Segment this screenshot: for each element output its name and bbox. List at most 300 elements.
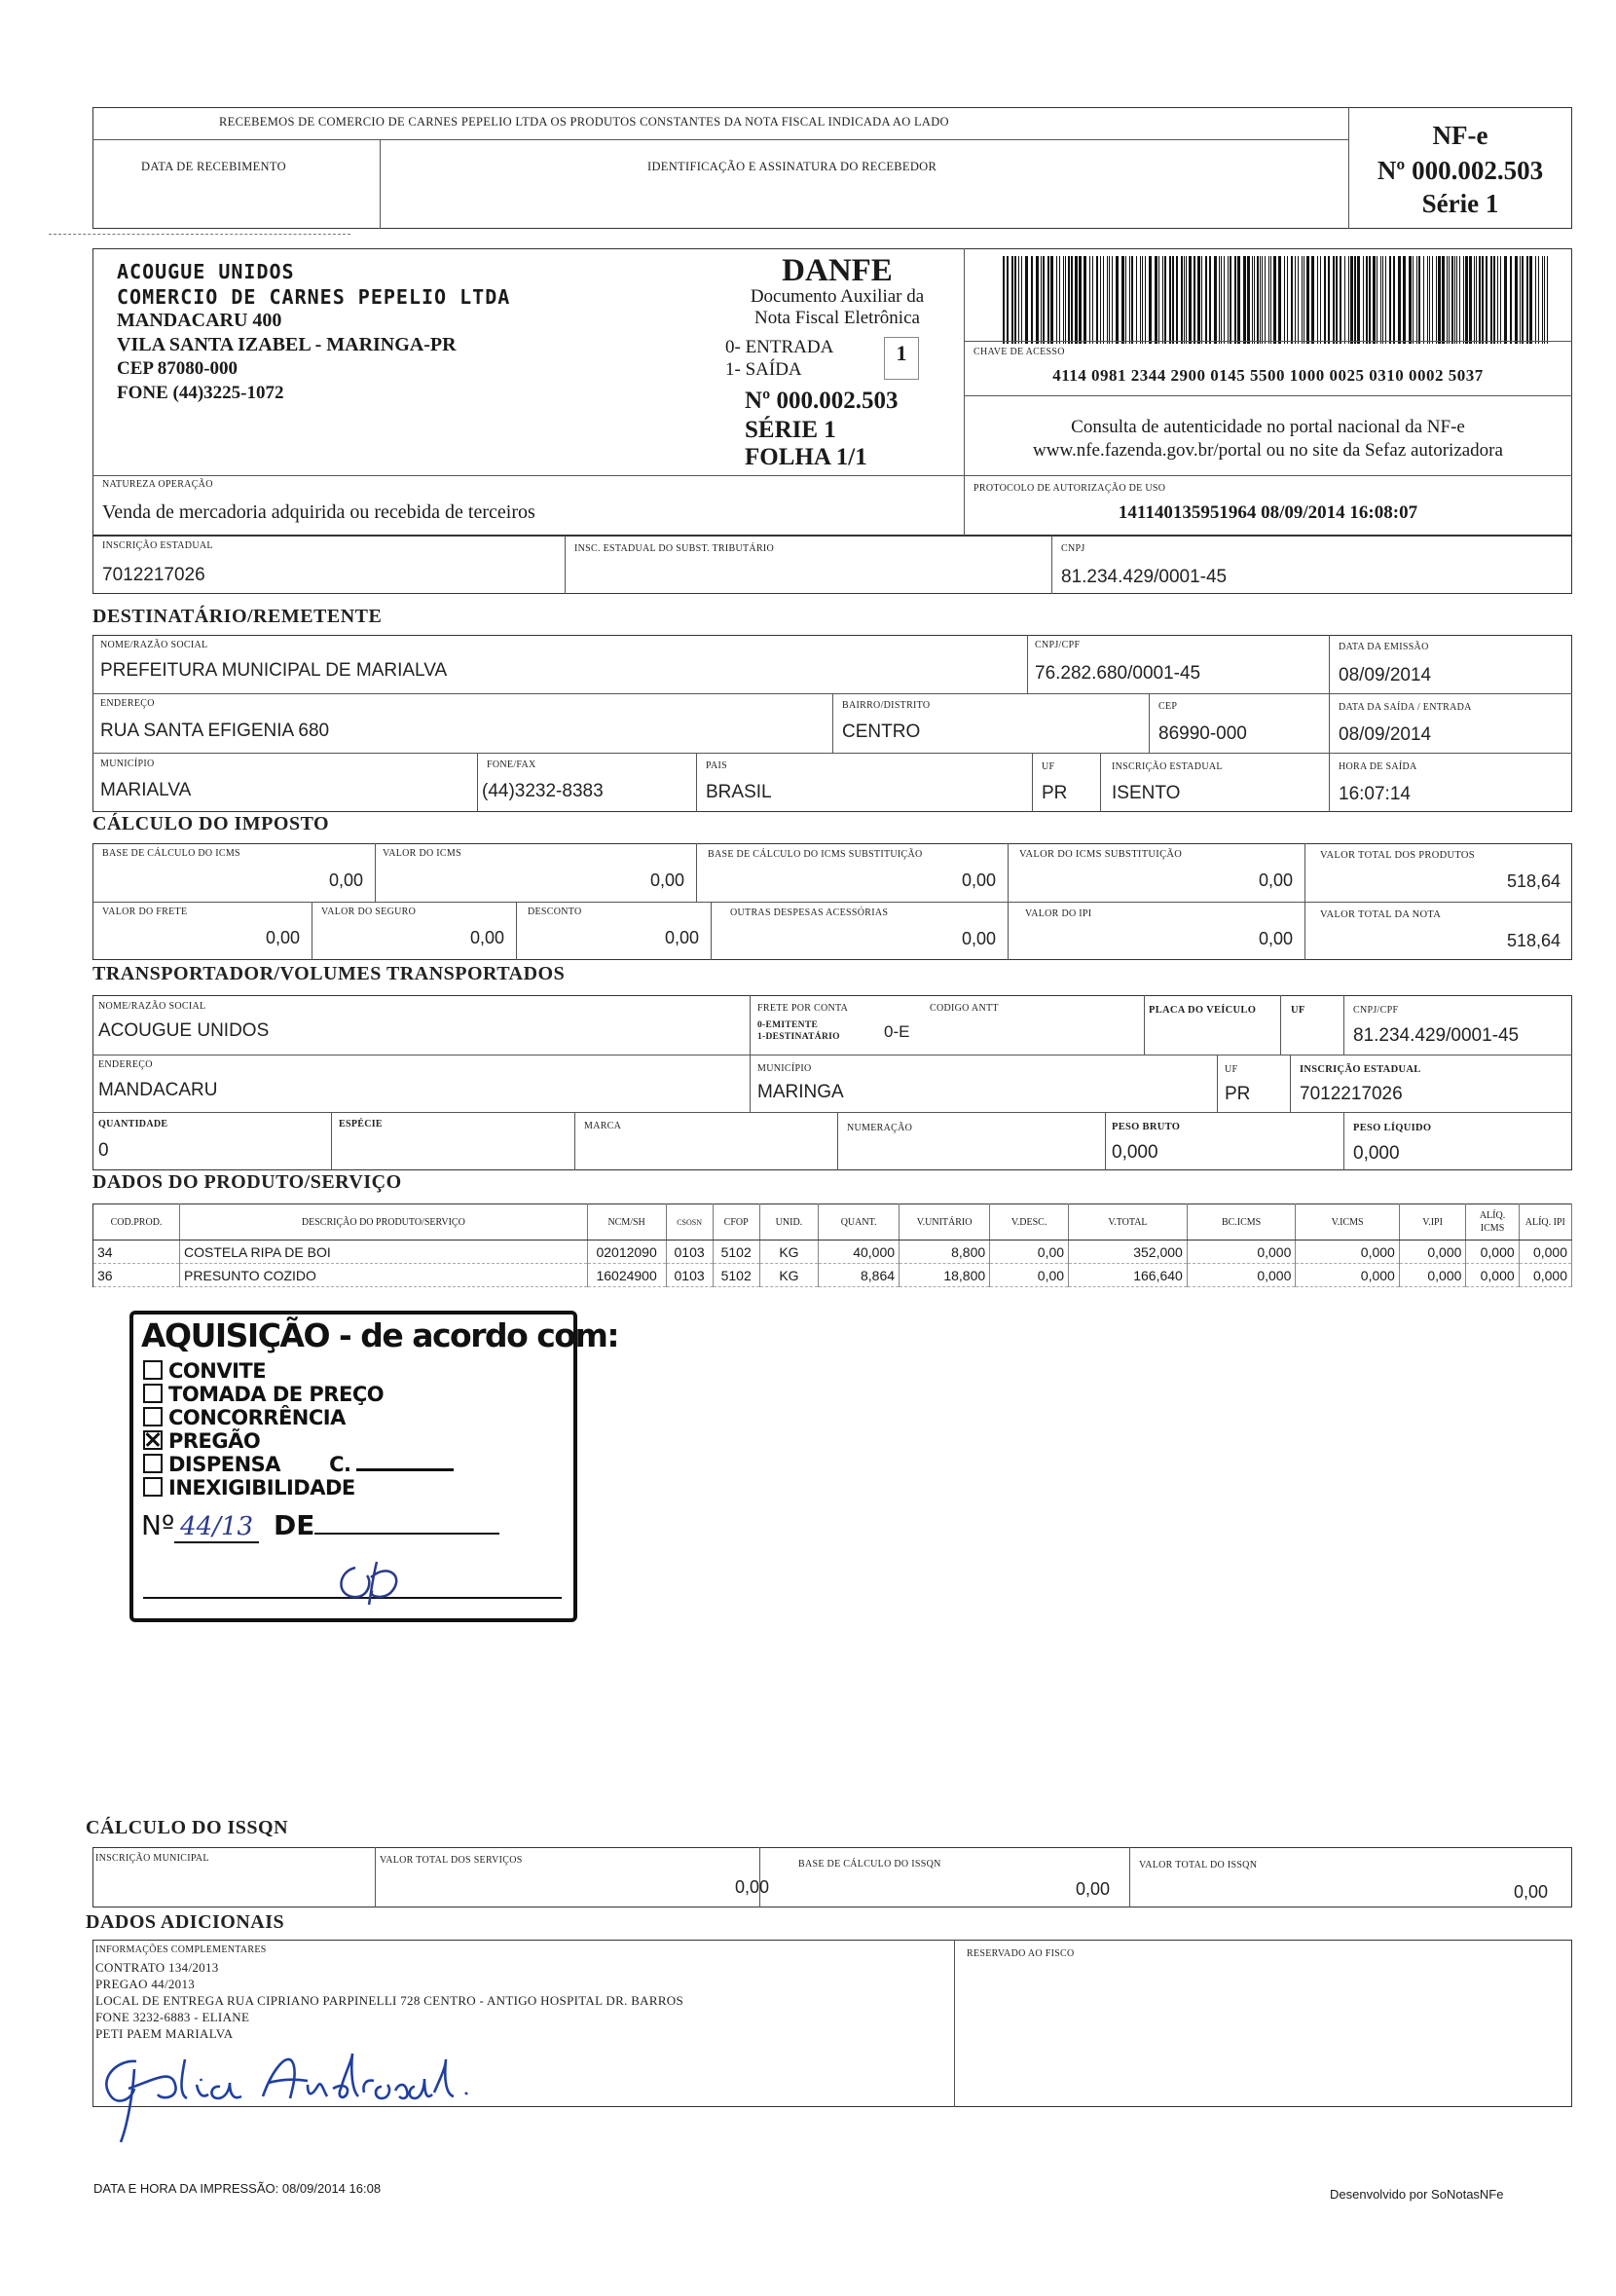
checkbox-icon — [143, 1477, 163, 1497]
barcode-bar — [1403, 256, 1406, 344]
canhoto-nfe-number: Nº 000.002.503 — [1377, 156, 1544, 185]
cell-vunit: 18,800 — [900, 1264, 990, 1287]
barcode-bar — [1041, 256, 1042, 344]
barcode-bar — [1164, 256, 1166, 344]
barcode-bar — [1336, 256, 1338, 344]
barcode-bar — [1510, 256, 1512, 344]
dest-col-bairro — [832, 693, 833, 753]
transp-col-uf — [1280, 995, 1281, 1055]
checkbox-icon — [143, 1384, 163, 1403]
dest-saida-value: 08/09/2014 — [1339, 724, 1432, 745]
transp-municipio-label: MUNICÍPIO — [757, 1063, 812, 1074]
barcode-bar — [1265, 256, 1266, 344]
col-desc: DESCRIÇÃO DO PRODUTO/SERVIÇO — [180, 1204, 588, 1241]
ie-st-label: INSC. ESTADUAL DO SUBST. TRIBUTÁRIO — [574, 543, 775, 554]
imposto-frete-value: 0,00 — [265, 928, 300, 947]
dest-bairro-label: BAIRRO/DISTRITO — [842, 700, 931, 711]
issqn-col1 — [375, 1847, 376, 1907]
barcode-bar — [1270, 256, 1271, 344]
ie-value: 7012217026 — [102, 565, 205, 585]
stamp-option-label: PREGÃO — [168, 1429, 261, 1453]
canhoto-row-line — [92, 139, 1348, 140]
emitente-district: VILA SANTA IZABEL - MARINGA-PR — [117, 334, 457, 355]
col-aliq-icms: ALÍQ. ICMS — [1466, 1204, 1519, 1241]
cell-aliq-icms: 0,000 — [1466, 1264, 1519, 1287]
barcode-bar — [1500, 256, 1501, 344]
barcode-bar — [1140, 256, 1141, 344]
imposto-title: CÁLCULO DO IMPOSTO — [92, 813, 330, 834]
barcode-bar — [1103, 256, 1104, 344]
handwritten-signature-icon — [78, 2040, 487, 2147]
transp-uf-label: UF — [1291, 1005, 1305, 1016]
barcode-bar — [1065, 256, 1066, 344]
info-line-4: FONE 3232-6883 - ELIANE — [95, 2010, 250, 2024]
barcode-bar — [1109, 256, 1110, 344]
transp-col-ie — [1290, 1055, 1291, 1112]
dest-cnpj-label: CNPJ/CPF — [1035, 640, 1081, 650]
barcode-bar — [1354, 256, 1356, 344]
transp-uf2-value: PR — [1225, 1084, 1251, 1104]
cell-unid: KG — [759, 1241, 818, 1264]
print-datetime: DATA E HORA DA IMPRESSÃO: 08/09/2014 16:08 — [93, 2181, 382, 2196]
barcode-bar — [1366, 256, 1368, 344]
checkbox-icon — [143, 1407, 163, 1426]
imposto-total-produtos — [1304, 843, 1572, 902]
barcode-bar — [1059, 256, 1060, 344]
transp-col-numeracao — [837, 1112, 838, 1170]
stamp-de-label: DE — [273, 1509, 315, 1541]
dest-col-emissao — [1329, 635, 1330, 812]
table-row — [93, 1264, 1572, 1287]
cnpj-value: 81.234.429/0001-45 — [1061, 567, 1228, 587]
fisco-label: RESERVADO AO FISCO — [967, 1948, 1075, 1959]
imposto-total-nota-label: VALOR TOTAL DA NOTA — [1320, 909, 1442, 920]
col-ncm: NCM/SH — [587, 1204, 666, 1241]
stamp-option-label: DISPENSA — [168, 1453, 281, 1476]
access-key-label: CHAVE DE ACESSO — [973, 347, 1065, 357]
transp-endereco-label: ENDEREÇO — [98, 1059, 153, 1070]
transp-col-liquido — [1343, 1112, 1344, 1170]
cell-desc: COSTELA RIPA DE BOI — [180, 1241, 588, 1264]
barcode-bar — [1089, 256, 1090, 344]
dest-fone-label: FONE/FAX — [487, 759, 536, 770]
barcode-bar — [1083, 256, 1086, 344]
transp-placa-label: PLACA DO VEÍCULO — [1149, 1005, 1257, 1016]
barcode-bar — [1230, 256, 1231, 344]
barcode-bar — [1201, 256, 1202, 344]
barcode-bar — [1520, 256, 1521, 344]
receipt-date-label: DATA DE RECEBIMENTO — [141, 160, 286, 173]
cell-bcicms: 0,000 — [1187, 1264, 1296, 1287]
checkbox-icon — [143, 1360, 163, 1380]
produtos-table — [92, 1204, 1572, 1287]
col-vtotal: V.TOTAL — [1069, 1204, 1188, 1241]
barcode-bar — [1474, 256, 1475, 344]
barcode-bar — [1526, 256, 1528, 344]
cell-desc: PRESUNTO COZIDO — [180, 1264, 588, 1287]
imposto-base-st — [696, 843, 1008, 902]
barcode-bar — [1476, 256, 1477, 344]
barcode-bar — [1317, 256, 1318, 344]
transp-uf2-label: UF — [1225, 1064, 1238, 1075]
dest-endereco-label: ENDEREÇO — [100, 698, 155, 709]
natureza-value: Venda de mercadoria adquirida ou recebida de terceiros — [102, 501, 535, 523]
info-line-3: LOCAL DE ENTREGA RUA CIPRIANO PARPINELLI 728 CENTRO - ANTIGO HOSPITAL DR. BARROS — [95, 1993, 684, 2008]
cell-vdesc: 0,00 — [990, 1264, 1069, 1287]
barcode-bar — [1184, 256, 1185, 344]
protocol-label: PROTOCOLO DE AUTORIZAÇÃO DE USO — [973, 483, 1166, 494]
consulta-line1: Consulta de autenticidade no portal nacional da NF-e — [1071, 417, 1465, 437]
barcode-bar — [1382, 256, 1383, 344]
imposto-total-nota — [1304, 902, 1572, 960]
col-cod: COD.PROD. — [93, 1204, 180, 1241]
transp-marca-label: MARCA — [584, 1121, 622, 1131]
barcode-bar — [1234, 256, 1236, 344]
dest-cep-label: CEP — [1158, 701, 1178, 712]
imposto-base-st-label: BASE DE CÁLCULO DO ICMS SUBSTITUIÇÃO — [708, 849, 923, 860]
emitente-name2: COMERCIO DE CARNES PEPELIO LTDA — [117, 285, 511, 309]
imposto-seguro-label: VALOR DO SEGURO — [321, 907, 417, 917]
cell-vunit: 8,800 — [900, 1241, 990, 1264]
transp-frete-label: FRETE POR CONTA — [757, 1003, 849, 1014]
barcode-bar — [1324, 256, 1326, 344]
stamp-option-label: TOMADA DE PREÇO — [168, 1383, 385, 1406]
col-bcicms: BC.ICMS — [1187, 1204, 1296, 1241]
checked-checkbox-icon — [143, 1430, 163, 1450]
transp-ie-value: 7012217026 — [1300, 1084, 1403, 1104]
cell-aliq-ipi: 0,000 — [1519, 1241, 1571, 1264]
dest-ie-value: ISENTO — [1112, 783, 1181, 803]
barcode-bar — [1515, 256, 1518, 344]
barcode-bar — [1194, 256, 1195, 344]
imposto-base-icms — [92, 843, 375, 902]
barcode-bar — [1071, 256, 1073, 344]
barcode-bar — [1176, 256, 1178, 344]
barcode-bar — [1442, 256, 1445, 344]
issqn-base-label: BASE DE CÁLCULO DO ISSQN — [798, 1859, 941, 1870]
barcode-bar — [1438, 256, 1441, 344]
cell-cod: 34 — [93, 1241, 180, 1264]
barcode-bar — [1357, 256, 1360, 344]
barcode-bar — [1025, 256, 1028, 344]
dest-municipio-label: MUNICÍPIO — [100, 759, 155, 769]
barcode-bar — [1100, 256, 1101, 344]
danfe-entrada: 0- ENTRADA — [725, 337, 834, 357]
dest-saida-label: DATA DA SAÍDA / ENTRADA — [1339, 702, 1472, 713]
stamp-option-tomada — [143, 1383, 454, 1406]
transp-name-label: NOME/RAZÃO SOCIAL — [98, 1001, 206, 1012]
emitente-name1: ACOUGUE UNIDOS — [117, 260, 295, 283]
barcode-bar — [1189, 256, 1192, 344]
info-comp-label: INFORMAÇÕES COMPLEMENTARES — [95, 1944, 267, 1955]
barcode-bar — [1311, 256, 1314, 344]
barcode-bar — [1456, 256, 1457, 344]
stamp-number-line — [141, 1509, 499, 1541]
imposto-valor-st-label: VALOR DO ICMS SUBSTITUIÇÃO — [1019, 849, 1183, 860]
imposto-frete — [92, 902, 312, 960]
barcode-bar — [1418, 256, 1420, 344]
checkbox-icon — [143, 1454, 163, 1473]
imposto-valor-icms — [375, 843, 696, 902]
danfe-number: Nº 000.002.503 — [745, 388, 899, 414]
dest-endereco-value: RUA SANTA EFIGENIA 680 — [100, 721, 330, 741]
barcode-bar — [1497, 256, 1498, 344]
barcode-bar — [1092, 256, 1093, 344]
cell-vicms: 0,000 — [1296, 1264, 1399, 1287]
barcode-bar — [1268, 256, 1269, 344]
canhoto-nfe-label: NF-e — [1432, 121, 1488, 150]
barcode-bar — [1014, 256, 1016, 344]
dest-ie-label: INSCRIÇÃO ESTADUAL — [1112, 761, 1223, 772]
transp-liquido-label: PESO LÍQUIDO — [1353, 1123, 1432, 1133]
barcode-bar — [1021, 256, 1022, 344]
barcode-bar — [1432, 256, 1433, 344]
dest-emissao-value: 08/09/2014 — [1339, 665, 1432, 685]
cell-vtotal: 166,640 — [1069, 1264, 1188, 1287]
stamp-option-pregao — [143, 1429, 454, 1453]
imposto-desconto — [516, 902, 711, 960]
dest-col-ie — [1100, 753, 1101, 812]
barcode-bar — [1181, 256, 1183, 344]
transp-qtd-value: 0 — [98, 1140, 109, 1161]
barcode-bar — [1214, 256, 1217, 344]
imposto-outras-label: OUTRAS DESPESAS ACESSÓRIAS — [730, 907, 889, 918]
produtos-title: DADOS DO PRODUTO/SERVIÇO — [92, 1171, 402, 1193]
barcode-bar — [1018, 256, 1019, 344]
barcode-bar — [1344, 256, 1345, 344]
adicionais-col — [954, 1940, 955, 2107]
stamp-options — [143, 1359, 454, 1500]
barcode-bar — [1469, 256, 1472, 344]
dest-pais-label: PAIS — [706, 760, 727, 771]
dest-col-cnpj — [1027, 635, 1028, 693]
destinatario-title: DESTINATÁRIO/REMETENTE — [92, 606, 383, 627]
barcode-bar — [1075, 256, 1078, 344]
imposto-desconto-value: 0,00 — [664, 928, 699, 947]
barcode-bar — [1463, 256, 1464, 344]
barcode-bar — [1260, 256, 1261, 344]
transp-frete-value: 0-E — [884, 1022, 910, 1041]
barcode-bar — [1298, 256, 1299, 344]
info-line-1: CONTRATO 134/2013 — [95, 1960, 219, 1975]
barcode-bar — [1247, 256, 1250, 344]
barcode-bar — [1068, 256, 1070, 344]
imposto-total-produtos-value: 518,64 — [1506, 871, 1561, 891]
dest-row-line2 — [92, 753, 1572, 754]
developer-credit: Desenvolvido por SoNotasNFe — [1330, 2187, 1504, 2202]
barcode-bar — [1228, 256, 1229, 344]
barcode-bar — [1529, 256, 1532, 344]
barcode-bar — [1262, 256, 1263, 344]
natureza-label: NATUREZA OPERAÇÃO — [102, 479, 213, 490]
transp-bruto-label: PESO BRUTO — [1112, 1122, 1181, 1132]
barcode-bar — [1333, 256, 1335, 344]
barcode-bar — [1047, 256, 1049, 344]
transp-col-marca — [574, 1112, 575, 1170]
stamp-number-prefix: Nº — [141, 1509, 175, 1541]
barcode-bar — [1486, 256, 1487, 344]
barcode-bar — [1043, 256, 1045, 344]
transp-col-uf2 — [1217, 1055, 1218, 1112]
barcode-bar — [1205, 256, 1207, 344]
stamp-option-dispensa — [143, 1453, 454, 1476]
stamp-option-convite — [143, 1359, 454, 1383]
imposto-total-produtos-label: VALOR TOTAL DOS PRODUTOS — [1320, 850, 1475, 861]
transp-antt-label: CODIGO ANTT — [930, 1003, 999, 1014]
col-unid: UNID. — [759, 1204, 818, 1241]
cell-cfop: 5102 — [713, 1241, 759, 1264]
transp-cnpj-label: CNPJ/CPF — [1353, 1005, 1399, 1016]
stamp-title: AQUISIÇÃO - de acordo com: — [141, 1316, 619, 1354]
cell-vipi: 0,000 — [1399, 1241, 1466, 1264]
barcode-bar — [1389, 256, 1391, 344]
dest-uf-value: PR — [1042, 783, 1068, 803]
receipt-text: RECEBEMOS DE COMERCIO DE CARNES PEPELIO LTDA OS PRODUTOS CONSTANTES DA NOTA FISCAL INDICADA AO LADO — [219, 115, 949, 129]
canhoto-col-line — [380, 139, 381, 229]
dest-cep-value: 86990-000 — [1158, 723, 1247, 744]
dest-hora-value: 16:07:14 — [1339, 784, 1411, 804]
barcode-bar — [1350, 256, 1353, 344]
col-vdesc: V.DESC. — [990, 1204, 1069, 1241]
dest-emissao-label: DATA DA EMISSÃO — [1339, 642, 1429, 652]
stamp-signature-icon — [328, 1548, 416, 1607]
issqn-total-value: 0,00 — [1514, 1882, 1549, 1902]
cell-cfop: 5102 — [713, 1264, 759, 1287]
cell-quant: 8,864 — [819, 1264, 900, 1287]
barcode-bar — [1544, 256, 1545, 344]
imposto-valor-st — [1008, 843, 1304, 902]
dest-bairro-value: CENTRO — [842, 722, 921, 742]
barcode-bar — [1436, 256, 1437, 344]
barcode-bar — [1459, 256, 1460, 344]
transportador-title: TRANSPORTADOR/VOLUMES TRANSPORTADOS — [92, 963, 566, 984]
table-row — [93, 1241, 1572, 1264]
barcode-bar — [1451, 256, 1453, 344]
barcode-bar — [1136, 256, 1137, 344]
imposto-valor-st-value: 0,00 — [1258, 870, 1293, 890]
stamp-date-line — [314, 1533, 499, 1535]
cell-csosn: 0103 — [666, 1264, 713, 1287]
imposto-outras-value: 0,00 — [961, 929, 996, 948]
danfe-subtitle1: Documento Auxiliar da — [750, 286, 925, 307]
transp-frete-opt0: 0-EMITENTE — [757, 1020, 819, 1030]
cell-vtotal: 352,000 — [1069, 1241, 1188, 1264]
inscricao-row — [92, 536, 1572, 594]
stamp-dispensa-extra: C. — [329, 1453, 351, 1476]
transp-ie-label: INSCRIÇÃO ESTADUAL — [1300, 1064, 1421, 1075]
barcode-bar — [1079, 256, 1082, 344]
cell-bcicms: 0,000 — [1187, 1241, 1296, 1264]
cell-vipi: 0,000 — [1399, 1264, 1466, 1287]
barcode-bar — [1284, 256, 1285, 344]
barcode-bar — [1003, 256, 1005, 344]
stamp-option-label: INEXIGIBILIDADE — [168, 1476, 355, 1500]
barcode-bar — [1490, 256, 1492, 344]
barcode-bottom-line — [964, 341, 1572, 342]
barcode-bar — [1398, 256, 1401, 344]
barcode-bar — [1447, 256, 1448, 344]
barcode-bar — [1409, 256, 1412, 344]
cell-vicms: 0,000 — [1296, 1241, 1399, 1264]
barcode-bar — [1237, 256, 1240, 344]
barcode-bar — [1197, 256, 1200, 344]
barcode-bar — [1454, 256, 1455, 344]
transp-cnpj-value: 81.234.429/0001-45 — [1353, 1025, 1520, 1046]
barcode-bar — [1385, 256, 1386, 344]
imposto-ipi — [1008, 902, 1304, 960]
emitente-phone: FONE (44)3225-1072 — [117, 383, 284, 403]
barcode-bar — [1380, 256, 1381, 344]
imposto-base-icms-value: 0,00 — [328, 870, 363, 890]
imposto-seguro-value: 0,00 — [469, 928, 504, 947]
transp-frete-opt1: 1-DESTINATÁRIO — [757, 1032, 840, 1042]
danfe-title: DANFE — [782, 253, 893, 288]
emitente-street: MANDACARU 400 — [117, 310, 282, 331]
dest-municipio-value: MARIALVA — [100, 780, 192, 800]
barcode-bar — [1031, 256, 1033, 344]
barcode-bar — [1542, 256, 1543, 344]
danfe-subtitle2: Nota Fiscal Eletrônica — [754, 308, 920, 328]
barcode-bar — [1522, 256, 1524, 344]
barcode-bar — [1423, 256, 1424, 344]
barcode-bar — [1131, 256, 1133, 344]
stamp-option-concorrencia — [143, 1406, 454, 1429]
adicionais-title: DADOS ADICIONAIS — [86, 1911, 285, 1933]
imposto-base-icms-label: BASE DE CÁLCULO DO ICMS — [102, 848, 240, 859]
col-aliq-ipi: ALÍQ. IPI — [1519, 1204, 1571, 1241]
cell-quant: 40,000 — [819, 1241, 900, 1264]
access-key-value: 4114 0981 2344 2900 0145 5500 1000 0025 0310 0002 5037 — [1052, 366, 1484, 385]
inscricao-col2 — [1051, 536, 1052, 594]
ie-label: INSCRIÇÃO ESTADUAL — [102, 540, 213, 551]
dest-col-pais — [696, 753, 697, 812]
barcode-bar — [1219, 256, 1220, 344]
transp-municipio-value: MARINGA — [757, 1082, 844, 1102]
barcode-bar — [1007, 256, 1009, 344]
consulta-line2: www.nfe.fazenda.gov.br/portal ou no site da Sefaz autorizadora — [1033, 440, 1503, 461]
barcode-bar — [1504, 256, 1507, 344]
barcode-bar — [1162, 256, 1163, 344]
barcode-bar — [1169, 256, 1171, 344]
barcode-bar — [1155, 256, 1157, 344]
inscricao-col1 — [565, 536, 566, 594]
transp-col-mun — [750, 1055, 751, 1112]
receipt-id-label: IDENTIFICAÇÃO E ASSINATURA DO RECEBEDOR — [647, 160, 937, 173]
barcode-bar — [1373, 256, 1376, 344]
barcode-bar — [1363, 256, 1364, 344]
barcode-bar — [1186, 256, 1187, 344]
barcode-bar — [1257, 256, 1259, 344]
transp-qtd-label: QUANTIDADE — [98, 1119, 168, 1129]
barcode-bar — [1050, 256, 1053, 344]
dest-pais-value: BRASIL — [706, 782, 772, 802]
barcode-bar — [1145, 256, 1146, 344]
cell-cod: 36 — [93, 1264, 180, 1287]
stamp-dispensa-line — [356, 1468, 454, 1471]
issqn-base-value: 0,00 — [1076, 1879, 1111, 1899]
dest-cnpj-value: 76.282.680/0001-45 — [1035, 663, 1201, 684]
cell-ncm: 02012090 — [587, 1241, 666, 1264]
dest-uf-label: UF — [1042, 761, 1055, 772]
info-line-2: PREGAO 44/2013 — [95, 1977, 196, 1991]
transp-col-bruto — [1105, 1112, 1106, 1170]
col-cfop: CFOP — [713, 1204, 759, 1241]
protocol-value: 141140135951964 08/09/2014 16:08:07 — [1118, 502, 1418, 523]
issqn-total-label: VALOR TOTAL DO ISSQN — [1139, 1860, 1258, 1870]
col-vipi: V.IPI — [1399, 1204, 1466, 1241]
barcode-bar — [1493, 256, 1495, 344]
barcode-bar — [1340, 256, 1341, 344]
